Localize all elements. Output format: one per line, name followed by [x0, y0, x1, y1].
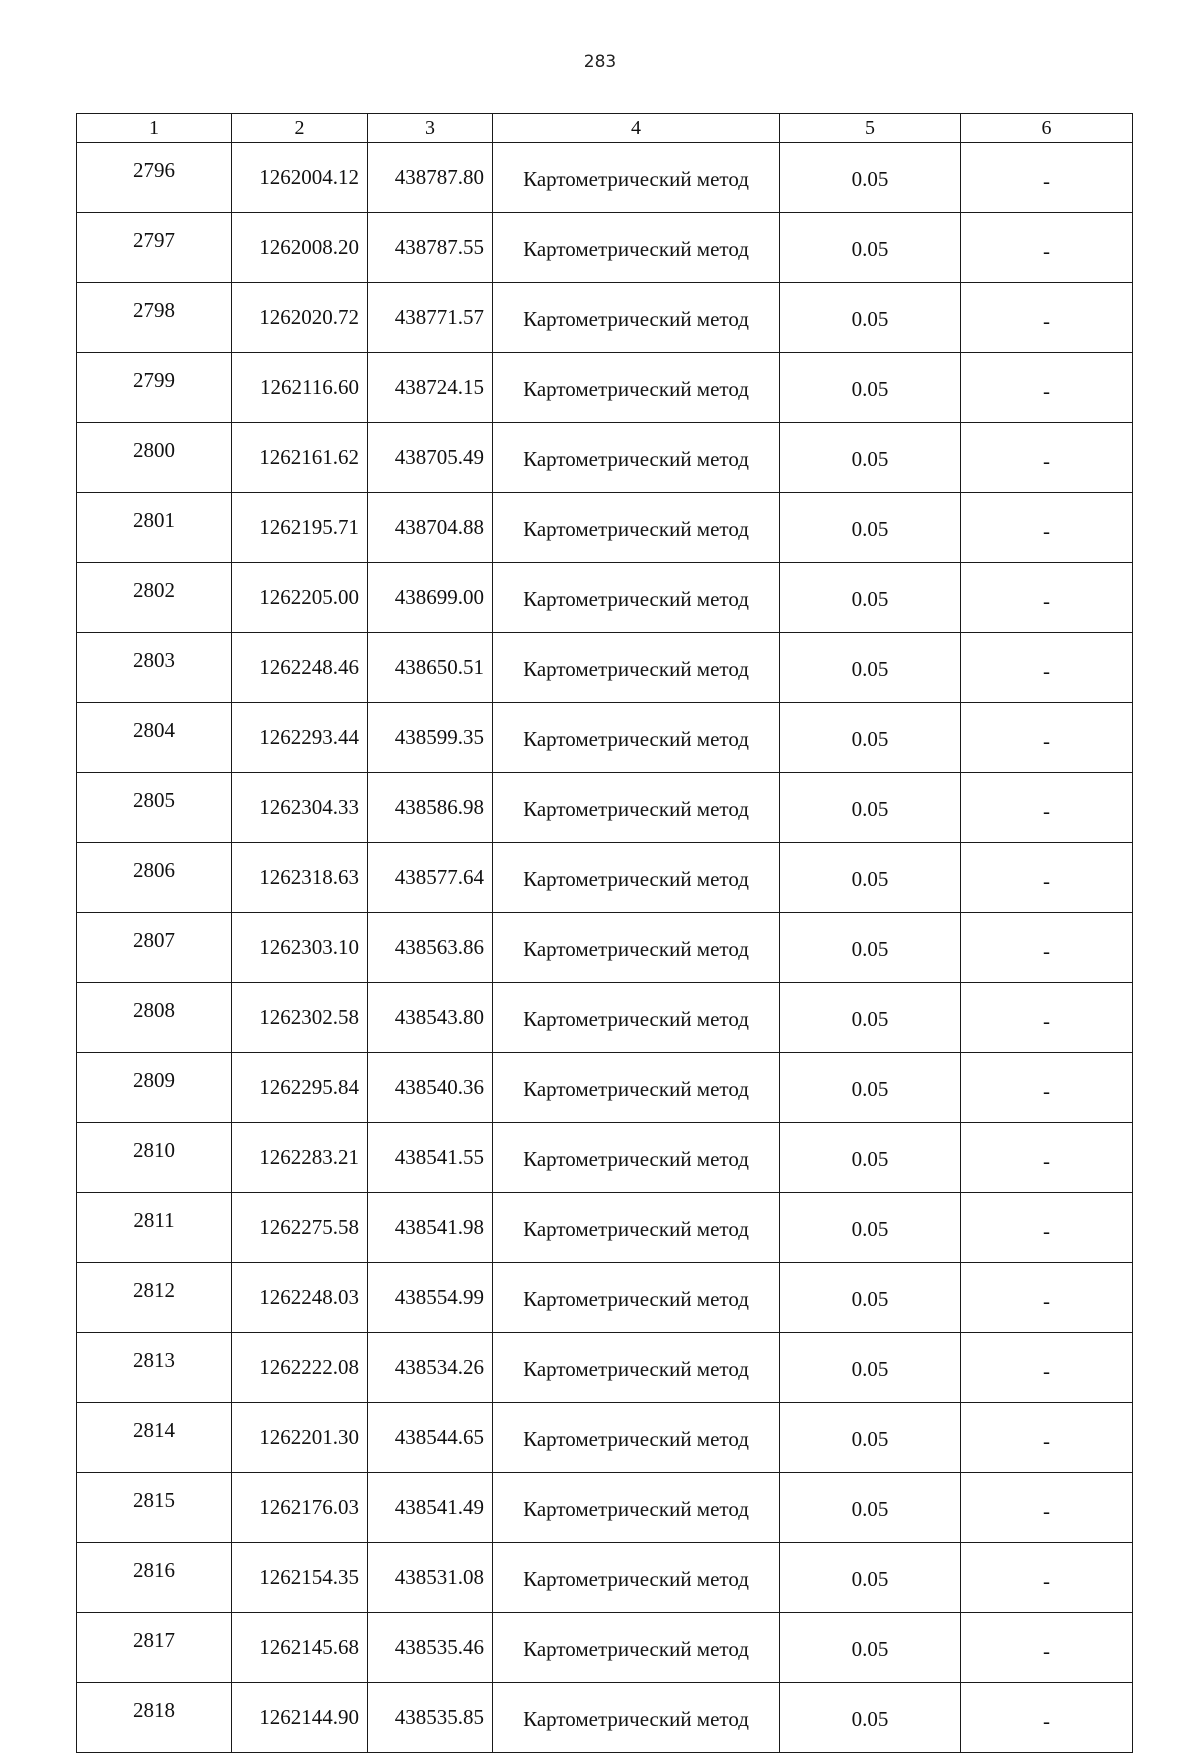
cell-point-number: 2801	[77, 493, 232, 563]
cell-x-coordinate: 1262144.90	[232, 1683, 368, 1753]
cell-accuracy: 0.05	[780, 213, 961, 283]
cell-accuracy: 0.05	[780, 1123, 961, 1193]
cell-y-coordinate: 438544.65	[368, 1403, 493, 1473]
cell-method: Картометрический метод	[493, 843, 780, 913]
cell-x-coordinate: 1262248.03	[232, 1263, 368, 1333]
cell-note: -	[961, 353, 1133, 423]
column-header: 5	[780, 114, 961, 143]
cell-accuracy: 0.05	[780, 1683, 961, 1753]
cell-method: Картометрический метод	[493, 143, 780, 213]
cell-point-number: 2814	[77, 1403, 232, 1473]
cell-accuracy: 0.05	[780, 493, 961, 563]
cell-y-coordinate: 438650.51	[368, 633, 493, 703]
table-row	[77, 563, 1133, 633]
column-header: 3	[368, 114, 493, 143]
cell-y-coordinate: 438535.85	[368, 1683, 493, 1753]
cell-note: -	[961, 843, 1133, 913]
cell-method: Картометрический метод	[493, 563, 780, 633]
cell-accuracy: 0.05	[780, 843, 961, 913]
cell-note: -	[961, 493, 1133, 563]
cell-method: Картометрический метод	[493, 703, 780, 773]
cell-x-coordinate: 1262275.58	[232, 1193, 368, 1263]
cell-x-coordinate: 1262195.71	[232, 493, 368, 563]
cell-point-number: 2806	[77, 843, 232, 913]
table-row	[77, 983, 1133, 1053]
table-body	[77, 143, 1133, 1753]
table-row	[77, 423, 1133, 493]
cell-method: Картометрический метод	[493, 633, 780, 703]
cell-y-coordinate: 438599.35	[368, 703, 493, 773]
cell-method: Картометрический метод	[493, 1123, 780, 1193]
cell-point-number: 2798	[77, 283, 232, 353]
cell-x-coordinate: 1262205.00	[232, 563, 368, 633]
cell-method: Картометрический метод	[493, 1403, 780, 1473]
cell-x-coordinate: 1262176.03	[232, 1473, 368, 1543]
cell-method: Картометрический метод	[493, 1193, 780, 1263]
cell-x-coordinate: 1262248.46	[232, 633, 368, 703]
cell-y-coordinate: 438577.64	[368, 843, 493, 913]
cell-x-coordinate: 1262304.33	[232, 773, 368, 843]
table-row	[77, 703, 1133, 773]
cell-x-coordinate: 1262004.12	[232, 143, 368, 213]
cell-note: -	[961, 1053, 1133, 1123]
table-row	[77, 1473, 1133, 1543]
cell-note: -	[961, 913, 1133, 983]
cell-y-coordinate: 438787.55	[368, 213, 493, 283]
cell-method: Картометрический метод	[493, 913, 780, 983]
cell-note: -	[961, 1613, 1133, 1683]
cell-y-coordinate: 438531.08	[368, 1543, 493, 1613]
table-row	[77, 353, 1133, 423]
cell-point-number: 2797	[77, 213, 232, 283]
cell-point-number: 2807	[77, 913, 232, 983]
cell-accuracy: 0.05	[780, 283, 961, 353]
cell-y-coordinate: 438534.26	[368, 1333, 493, 1403]
cell-method: Картометрический метод	[493, 1333, 780, 1403]
cell-method: Картометрический метод	[493, 983, 780, 1053]
cell-point-number: 2808	[77, 983, 232, 1053]
cell-accuracy: 0.05	[780, 353, 961, 423]
cell-method: Картометрический метод	[493, 1473, 780, 1543]
cell-x-coordinate: 1262201.30	[232, 1403, 368, 1473]
cell-y-coordinate: 438586.98	[368, 773, 493, 843]
cell-method: Картометрический метод	[493, 423, 780, 493]
cell-point-number: 2818	[77, 1683, 232, 1753]
cell-accuracy: 0.05	[780, 1403, 961, 1473]
cell-point-number: 2799	[77, 353, 232, 423]
cell-x-coordinate: 1262154.35	[232, 1543, 368, 1613]
cell-note: -	[961, 1473, 1133, 1543]
cell-y-coordinate: 438704.88	[368, 493, 493, 563]
table-row	[77, 1403, 1133, 1473]
cell-point-number: 2812	[77, 1263, 232, 1333]
cell-point-number: 2816	[77, 1543, 232, 1613]
cell-point-number: 2803	[77, 633, 232, 703]
cell-note: -	[961, 1543, 1133, 1613]
table-row	[77, 913, 1133, 983]
cell-method: Картометрический метод	[493, 773, 780, 843]
cell-note: -	[961, 1403, 1133, 1473]
cell-point-number: 2804	[77, 703, 232, 773]
cell-point-number: 2800	[77, 423, 232, 493]
coordinates-table	[76, 113, 1133, 1753]
cell-method: Картометрический метод	[493, 493, 780, 563]
cell-note: -	[961, 1193, 1133, 1263]
cell-y-coordinate: 438541.49	[368, 1473, 493, 1543]
cell-y-coordinate: 438541.98	[368, 1193, 493, 1263]
cell-point-number: 2796	[77, 143, 232, 213]
cell-accuracy: 0.05	[780, 1543, 961, 1613]
cell-accuracy: 0.05	[780, 1333, 961, 1403]
table-row	[77, 1263, 1133, 1333]
cell-x-coordinate: 1262116.60	[232, 353, 368, 423]
table-row	[77, 843, 1133, 913]
cell-accuracy: 0.05	[780, 913, 961, 983]
table-row	[77, 1543, 1133, 1613]
cell-y-coordinate: 438541.55	[368, 1123, 493, 1193]
table-header	[77, 114, 1133, 143]
cell-x-coordinate: 1262293.44	[232, 703, 368, 773]
cell-accuracy: 0.05	[780, 1053, 961, 1123]
cell-point-number: 2805	[77, 773, 232, 843]
cell-note: -	[961, 703, 1133, 773]
cell-method: Картометрический метод	[493, 283, 780, 353]
cell-accuracy: 0.05	[780, 1263, 961, 1333]
table-row	[77, 633, 1133, 703]
cell-x-coordinate: 1262008.20	[232, 213, 368, 283]
cell-note: -	[961, 563, 1133, 633]
cell-accuracy: 0.05	[780, 1613, 961, 1683]
cell-x-coordinate: 1262318.63	[232, 843, 368, 913]
cell-note: -	[961, 1333, 1133, 1403]
header-row	[77, 114, 1133, 143]
column-header: 2	[232, 114, 368, 143]
cell-note: -	[961, 633, 1133, 703]
cell-note: -	[961, 213, 1133, 283]
table-row	[77, 1683, 1133, 1753]
cell-y-coordinate: 438543.80	[368, 983, 493, 1053]
cell-accuracy: 0.05	[780, 563, 961, 633]
cell-point-number: 2815	[77, 1473, 232, 1543]
cell-y-coordinate: 438554.99	[368, 1263, 493, 1333]
table-row	[77, 1123, 1133, 1193]
cell-note: -	[961, 1263, 1133, 1333]
cell-note: -	[961, 773, 1133, 843]
cell-y-coordinate: 438724.15	[368, 353, 493, 423]
cell-y-coordinate: 438540.36	[368, 1053, 493, 1123]
cell-note: -	[961, 983, 1133, 1053]
table-row	[77, 1053, 1133, 1123]
table-row	[77, 1333, 1133, 1403]
cell-x-coordinate: 1262283.21	[232, 1123, 368, 1193]
cell-point-number: 2809	[77, 1053, 232, 1123]
cell-method: Картометрический метод	[493, 1263, 780, 1333]
cell-method: Картометрический метод	[493, 1683, 780, 1753]
cell-y-coordinate: 438535.46	[368, 1613, 493, 1683]
table-row	[77, 213, 1133, 283]
cell-note: -	[961, 283, 1133, 353]
cell-accuracy: 0.05	[780, 1473, 961, 1543]
cell-x-coordinate: 1262295.84	[232, 1053, 368, 1123]
cell-accuracy: 0.05	[780, 703, 961, 773]
cell-point-number: 2813	[77, 1333, 232, 1403]
cell-method: Картометрический метод	[493, 213, 780, 283]
cell-accuracy: 0.05	[780, 143, 961, 213]
table-row	[77, 493, 1133, 563]
cell-x-coordinate: 1262161.62	[232, 423, 368, 493]
cell-note: -	[961, 1683, 1133, 1753]
page-number: 283	[583, 52, 617, 72]
table-row	[77, 143, 1133, 213]
cell-note: -	[961, 143, 1133, 213]
cell-y-coordinate: 438771.57	[368, 283, 493, 353]
cell-note: -	[961, 423, 1133, 493]
table-row	[77, 773, 1133, 843]
table-row	[77, 1193, 1133, 1263]
cell-x-coordinate: 1262020.72	[232, 283, 368, 353]
cell-accuracy: 0.05	[780, 633, 961, 703]
cell-point-number: 2802	[77, 563, 232, 633]
table-row	[77, 283, 1133, 353]
cell-method: Картометрический метод	[493, 1613, 780, 1683]
cell-method: Картометрический метод	[493, 1053, 780, 1123]
cell-point-number: 2810	[77, 1123, 232, 1193]
cell-point-number: 2811	[77, 1193, 232, 1263]
cell-x-coordinate: 1262303.10	[232, 913, 368, 983]
cell-x-coordinate: 1262302.58	[232, 983, 368, 1053]
table-row	[77, 1613, 1133, 1683]
cell-y-coordinate: 438699.00	[368, 563, 493, 633]
cell-accuracy: 0.05	[780, 983, 961, 1053]
cell-accuracy: 0.05	[780, 773, 961, 843]
cell-note: -	[961, 1123, 1133, 1193]
column-header: 6	[961, 114, 1133, 143]
cell-method: Картометрический метод	[493, 1543, 780, 1613]
cell-y-coordinate: 438563.86	[368, 913, 493, 983]
cell-accuracy: 0.05	[780, 423, 961, 493]
cell-y-coordinate: 438705.49	[368, 423, 493, 493]
cell-accuracy: 0.05	[780, 1193, 961, 1263]
cell-y-coordinate: 438787.80	[368, 143, 493, 213]
cell-x-coordinate: 1262145.68	[232, 1613, 368, 1683]
column-header: 4	[493, 114, 780, 143]
cell-x-coordinate: 1262222.08	[232, 1333, 368, 1403]
cell-point-number: 2817	[77, 1613, 232, 1683]
cell-method: Картометрический метод	[493, 353, 780, 423]
column-header: 1	[77, 114, 232, 143]
